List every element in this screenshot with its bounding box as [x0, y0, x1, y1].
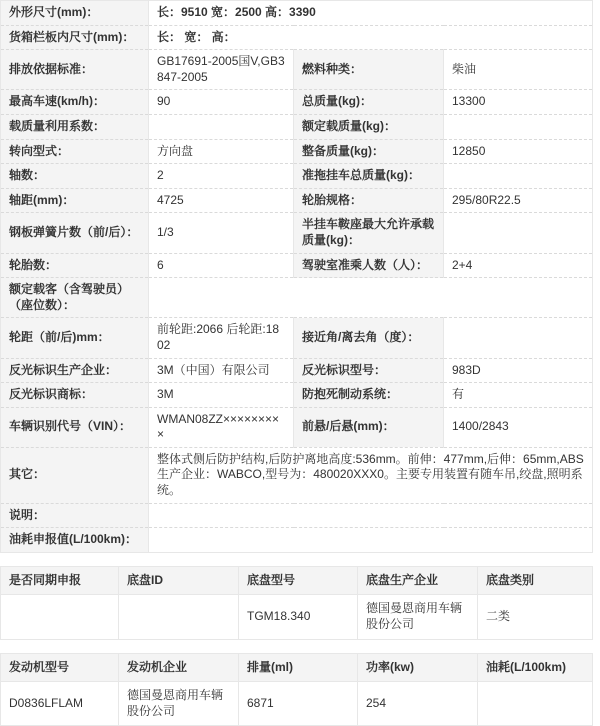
spec-row — [1, 253, 593, 278]
spec-row — [1, 503, 593, 528]
spec-value: 12850 — [444, 139, 593, 164]
spec-label: 最高车速(km/h)： — [1, 90, 149, 115]
spec-label: 说明： — [1, 503, 149, 528]
spec-row — [1, 358, 593, 383]
spec-label: 前悬/后悬(mm)： — [294, 407, 444, 447]
engine-table — [0, 653, 593, 726]
spec-value — [149, 114, 294, 139]
spec-value — [149, 528, 593, 553]
spec-label: 车辆识别代号（VIN）： — [1, 407, 149, 447]
chassis-header-cell: 是否同期申报 — [1, 566, 119, 595]
spec-value — [149, 278, 593, 318]
engine-cell — [478, 682, 593, 726]
spec-value: 3M（中国）有限公司 — [149, 358, 294, 383]
spec-value — [444, 318, 593, 358]
spec-value: 整体式侧后防护结构,后防护离地高度:536mm。前伸：477mm,后伸：65mm,ABS生产企业：WABCO,型号为：480020XXX0。主要专用装置有随车吊,绞盘,照明系统。 — [149, 447, 593, 503]
chassis-cell: 德国曼恩商用车辆股份公司 — [358, 595, 478, 639]
spec-value — [444, 164, 593, 189]
engine-header-cell: 发动机企业 — [119, 653, 239, 682]
spec-row — [1, 528, 593, 553]
spec-label: 燃料种类： — [294, 50, 444, 90]
engine-cell: 德国曼恩商用车辆股份公司 — [119, 682, 239, 726]
spec-value: 13300 — [444, 90, 593, 115]
spec-row — [1, 90, 593, 115]
chassis-cell: TGM18.340 — [239, 595, 358, 639]
chassis-cell: 二类 — [478, 595, 593, 639]
spec-row — [1, 164, 593, 189]
spec-label: 反光标识型号： — [294, 358, 444, 383]
spec-value: 2 — [149, 164, 294, 189]
spec-value: 4725 — [149, 188, 294, 213]
spec-value: GB17691-2005国V,GB3847-2005 — [149, 50, 294, 90]
spec-label: 半挂车鞍座最大允许承载质量(kg)： — [294, 213, 444, 253]
spec-label: 驾驶室准乘人数（人）： — [294, 253, 444, 278]
spec-label: 外形尺寸(mm)： — [1, 1, 149, 26]
spec-value: 90 — [149, 90, 294, 115]
spec-label: 轴距(mm)： — [1, 188, 149, 213]
spec-row — [1, 447, 593, 503]
engine-header-row — [1, 653, 593, 682]
spec-value: 6 — [149, 253, 294, 278]
engine-data-row — [1, 682, 593, 726]
chassis-header-cell: 底盘型号 — [239, 566, 358, 595]
spec-label: 油耗申报值(L/100km)： — [1, 528, 149, 553]
spec-value — [444, 114, 593, 139]
spec-value — [444, 213, 593, 253]
chassis-cell — [119, 595, 239, 639]
spec-row — [1, 50, 593, 90]
engine-header-cell: 功率(kw) — [358, 653, 478, 682]
spec-row — [1, 114, 593, 139]
spec-label: 其它： — [1, 447, 149, 503]
spec-row — [1, 25, 593, 50]
spec-row — [1, 139, 593, 164]
spec-row — [1, 1, 593, 26]
spec-label: 钢板弹簧片数（前/后）： — [1, 213, 149, 253]
spec-label: 轴数： — [1, 164, 149, 189]
spec-label: 轮距（前/后)mm： — [1, 318, 149, 358]
spec-value: 方向盘 — [149, 139, 294, 164]
spec-label: 接近角/离去角（度）： — [294, 318, 444, 358]
spec-label: 额定载客（含驾驶员）（座位数）： — [1, 278, 149, 318]
spec-row — [1, 188, 593, 213]
engine-header-cell: 发动机型号 — [1, 653, 119, 682]
spec-label: 准拖挂车总质量(kg)： — [294, 164, 444, 189]
spec-value: 长：9510 宽：2500 高：3390 — [149, 1, 593, 26]
chassis-header-cell: 底盘生产企业 — [358, 566, 478, 595]
spec-value — [149, 503, 593, 528]
spec-value: 295/80R22.5 — [444, 188, 593, 213]
spec-value: WMAN08ZZ××××××××× — [149, 407, 294, 447]
spec-row — [1, 278, 593, 318]
engine-cell: D0836LFLAM — [1, 682, 119, 726]
spec-value: 3M — [149, 383, 294, 408]
spec-value: 长： 宽： 高： — [149, 25, 593, 50]
spec-label: 货箱栏板内尺寸(mm)： — [1, 25, 149, 50]
spec-label: 载质量利用系数： — [1, 114, 149, 139]
engine-header-cell: 排量(ml) — [239, 653, 358, 682]
chassis-header-cell: 底盘ID — [119, 566, 239, 595]
chassis-cell — [1, 595, 119, 639]
spec-label: 防抱死制动系统： — [294, 383, 444, 408]
chassis-header-cell: 底盘类别 — [478, 566, 593, 595]
spec-value: 983D — [444, 358, 593, 383]
spec-label: 反光标识生产企业： — [1, 358, 149, 383]
spec-value: 柴油 — [444, 50, 593, 90]
spec-label: 轮胎规格： — [294, 188, 444, 213]
spec-value: 有 — [444, 383, 593, 408]
spec-label: 排放依据标准： — [1, 50, 149, 90]
spec-value: 前轮距:2066 后轮距:1802 — [149, 318, 294, 358]
spec-label: 反光标识商标： — [1, 383, 149, 408]
spec-label: 额定载质量(kg)： — [294, 114, 444, 139]
chassis-table — [0, 566, 593, 640]
engine-cell: 254 — [358, 682, 478, 726]
spec-label: 总质量(kg)： — [294, 90, 444, 115]
engine-header-cell: 油耗(L/100km) — [478, 653, 593, 682]
chassis-data-row — [1, 595, 593, 639]
spec-value: 1400/2843 — [444, 407, 593, 447]
chassis-header-row — [1, 566, 593, 595]
spec-value: 2+4 — [444, 253, 593, 278]
spec-row — [1, 383, 593, 408]
spec-label: 轮胎数： — [1, 253, 149, 278]
spec-label: 整备质量(kg)： — [294, 139, 444, 164]
spec-value: 1/3 — [149, 213, 294, 253]
engine-cell: 6871 — [239, 682, 358, 726]
spec-row — [1, 213, 593, 253]
spec-row — [1, 407, 593, 447]
spec-row — [1, 318, 593, 358]
spec-label: 转向型式： — [1, 139, 149, 164]
